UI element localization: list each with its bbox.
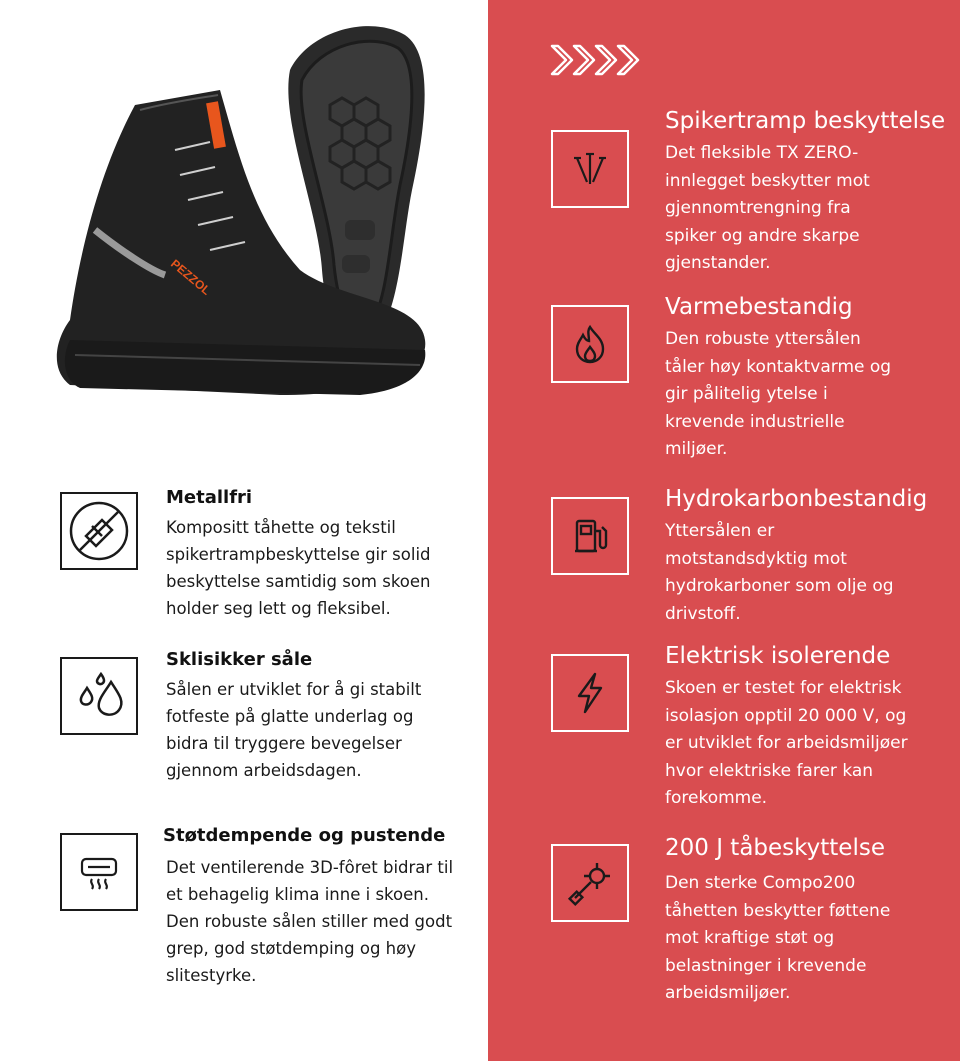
feature-description: Den sterke Compo200 tåhetten beskytter føttene mot kraftige støt og belastninger i krevende arbeidsmiljøer. xyxy=(665,873,891,1003)
nails-icon xyxy=(551,130,629,208)
impact-hammer-icon xyxy=(551,844,629,922)
boot-product-image xyxy=(40,10,460,430)
feature-description: Den robuste yttersålen tåler høy kontaktvarme og gir pålitelig ytelse i krevende industrielle miljøer. xyxy=(665,329,892,459)
flame-icon xyxy=(551,305,629,383)
fuel-pump-icon xyxy=(551,497,629,575)
chevrons-right-icon xyxy=(550,42,642,78)
feature-title: Hydrokarbonbestandig xyxy=(665,486,928,512)
metal-free-icon xyxy=(60,492,138,570)
feature-title: Sklisikker såle xyxy=(166,649,313,670)
feature-title: Metallfri xyxy=(166,487,253,508)
feature-description: Det fleksible TX ZERO-innlegget beskytter mot gjennomtrengning fra spiker og andre skarpe gjenstander. xyxy=(665,143,870,273)
feature-description: Yttersålen er motstandsdyktig mot hydrokarboner som olje og drivstoff. xyxy=(665,521,894,624)
boot-brand-logo: PEZZOL xyxy=(168,256,214,298)
feature-description: Det ventilerende 3D-fôret bidrar til et behagelig klima inne i skoen. Den robuste sålen stiller med godt grep, god støtdemping og høy slitestyrke. xyxy=(166,858,454,985)
lightning-icon xyxy=(551,654,629,732)
feature-description: Kompositt tåhette og tekstil spikertrampbeskyttelse gir solid beskyttelse samtidig som skoen holder seg lett og fleksibel. xyxy=(166,518,431,618)
feature-title: Spikertramp beskyttelse xyxy=(665,108,946,134)
feature-title: Elektrisk isolerende xyxy=(665,643,891,669)
feature-title: 200 J tåbeskyttelse xyxy=(665,835,885,861)
feature-description: Sålen er utviklet for å gi stabilt fotfeste på glatte underlag og bidra til tryggere bevegelser gjennom arbeidsdagen. xyxy=(166,680,422,780)
feature-description: Skoen er testet for elektrisk isolasjon opptil 20 000 V, og er utviklet for arbeidsmiljøer hvor elektriske farer kan forekomme. xyxy=(665,678,908,808)
ventilation-icon xyxy=(60,833,138,911)
feature-title: Varmebestandig xyxy=(665,294,853,320)
water-drops-icon xyxy=(60,657,138,735)
feature-title: Støtdempende og pustende xyxy=(163,825,446,846)
